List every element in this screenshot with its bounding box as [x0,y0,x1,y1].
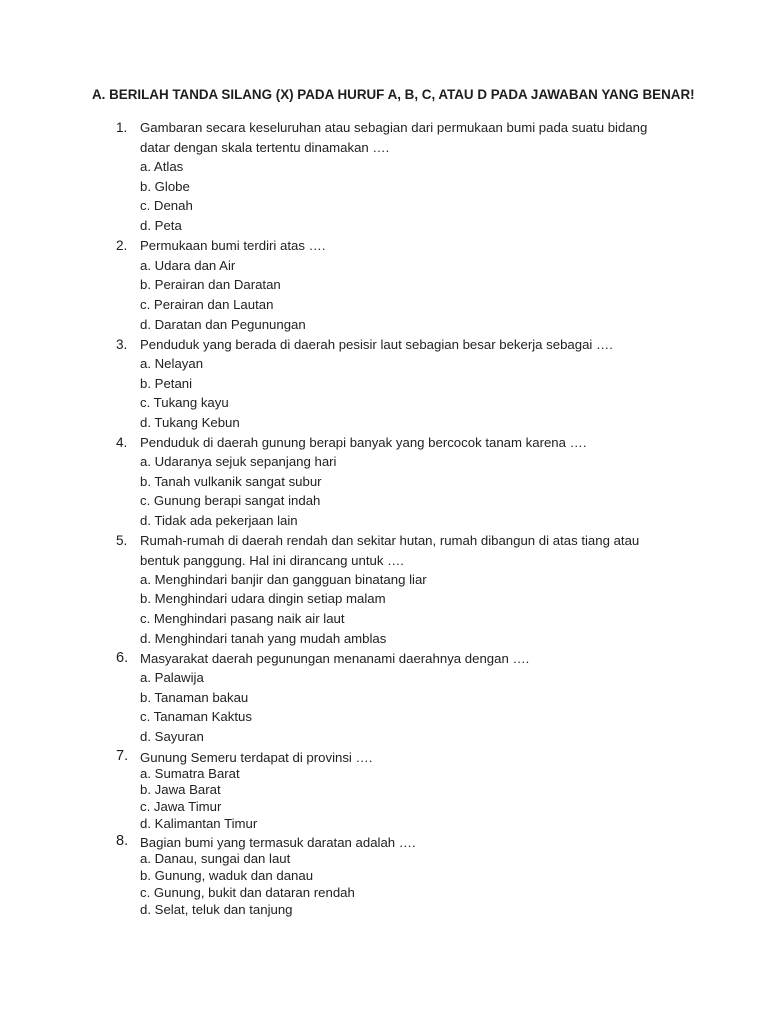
option-a: a. Udara dan Air [140,258,236,273]
option-d: d. Tukang Kebun [140,415,240,430]
question-number: 5. [116,533,128,548]
option-a: a. Sumatra Barat [140,766,240,781]
option-b: b. Jawa Barat [140,782,221,797]
option-b: b. Globe [140,179,190,194]
question-number: 1. [116,120,128,135]
question-text: Gambaran secara keseluruhan atau sebagian dari permukaan bumi pada suatu bidang datar dengan skala tertentu dinamakan …. [140,120,648,155]
option-d: d. Daratan dan Pegunungan [140,317,306,332]
option-a: a. Atlas [140,159,184,174]
question-text: Bagian bumi yang termasuk daratan adalah …. [140,835,416,850]
option-b: b. Perairan dan Daratan [140,277,281,292]
option-c: c. Tukang kayu [140,395,229,410]
option-d: d. Peta [140,218,182,233]
question-text: Rumah-rumah di daerah rendah dan sekitar hutan, rumah dibangun di atas tiang atau bentuk panggung. Hal ini dirancang untuk …. [140,533,640,568]
option-b: b. Tanaman bakau [140,690,249,705]
option-a: a. Danau, sungai dan laut [140,851,291,866]
option-b: b. Menghindari udara dingin setiap malam [140,591,386,606]
option-d: d. Kalimantan Timur [140,816,258,831]
option-d: d. Menghindari tanah yang mudah amblas [140,631,387,646]
option-a: a. Nelayan [140,356,204,371]
question-text: Gunung Semeru terdapat di provinsi …. [140,750,373,765]
option-d: d. Tidak ada pekerjaan lain [140,513,298,528]
option-a: a. Palawija [140,670,204,685]
section-heading: A. BERILAH TANDA SILANG (X) PADA HURUF A, B, C, ATAU D PADA JAWABAN YANG BENAR! [92,87,695,102]
question-number: 4. [116,435,128,450]
option-c: c. Tanaman Kaktus [140,709,252,724]
question-number: 7. [116,748,129,764]
option-b: b. Petani [140,376,193,391]
question-number: 2. [116,238,128,253]
question-text: Masyarakat daerah pegunungan menanami daerahnya dengan …. [140,651,530,666]
question-text: Penduduk yang berada di daerah pesisir laut sebagian besar bekerja sebagai …. [140,337,613,352]
option-c: c. Perairan dan Lautan [140,297,274,312]
option-d: d. Selat, teluk dan tanjung [140,902,293,917]
question-number: 6. [116,650,129,666]
option-c: c. Denah [140,198,193,213]
question-text: Permukaan bumi terdiri atas …. [140,238,326,253]
question-number: 3. [116,337,128,352]
option-c: c. Gunung berapi sangat indah [140,493,321,508]
question-text: Penduduk di daerah gunung berapi banyak yang bercocok tanam karena …. [140,435,587,450]
option-b: b. Gunung, waduk dan danau [140,868,314,883]
option-d: d. Sayuran [140,729,204,744]
option-b: b. Tanah vulkanik sangat subur [140,474,322,489]
option-a: a. Menghindari banjir dan gangguan binatang liar [140,572,427,587]
option-c: c. Jawa Timur [140,799,222,814]
option-a: a. Udaranya sejuk sepanjang hari [140,454,337,469]
option-c: c. Gunung, bukit dan dataran rendah [140,885,355,900]
question-number: 8. [116,833,129,849]
option-c: c. Menghindari pasang naik air laut [140,611,345,626]
